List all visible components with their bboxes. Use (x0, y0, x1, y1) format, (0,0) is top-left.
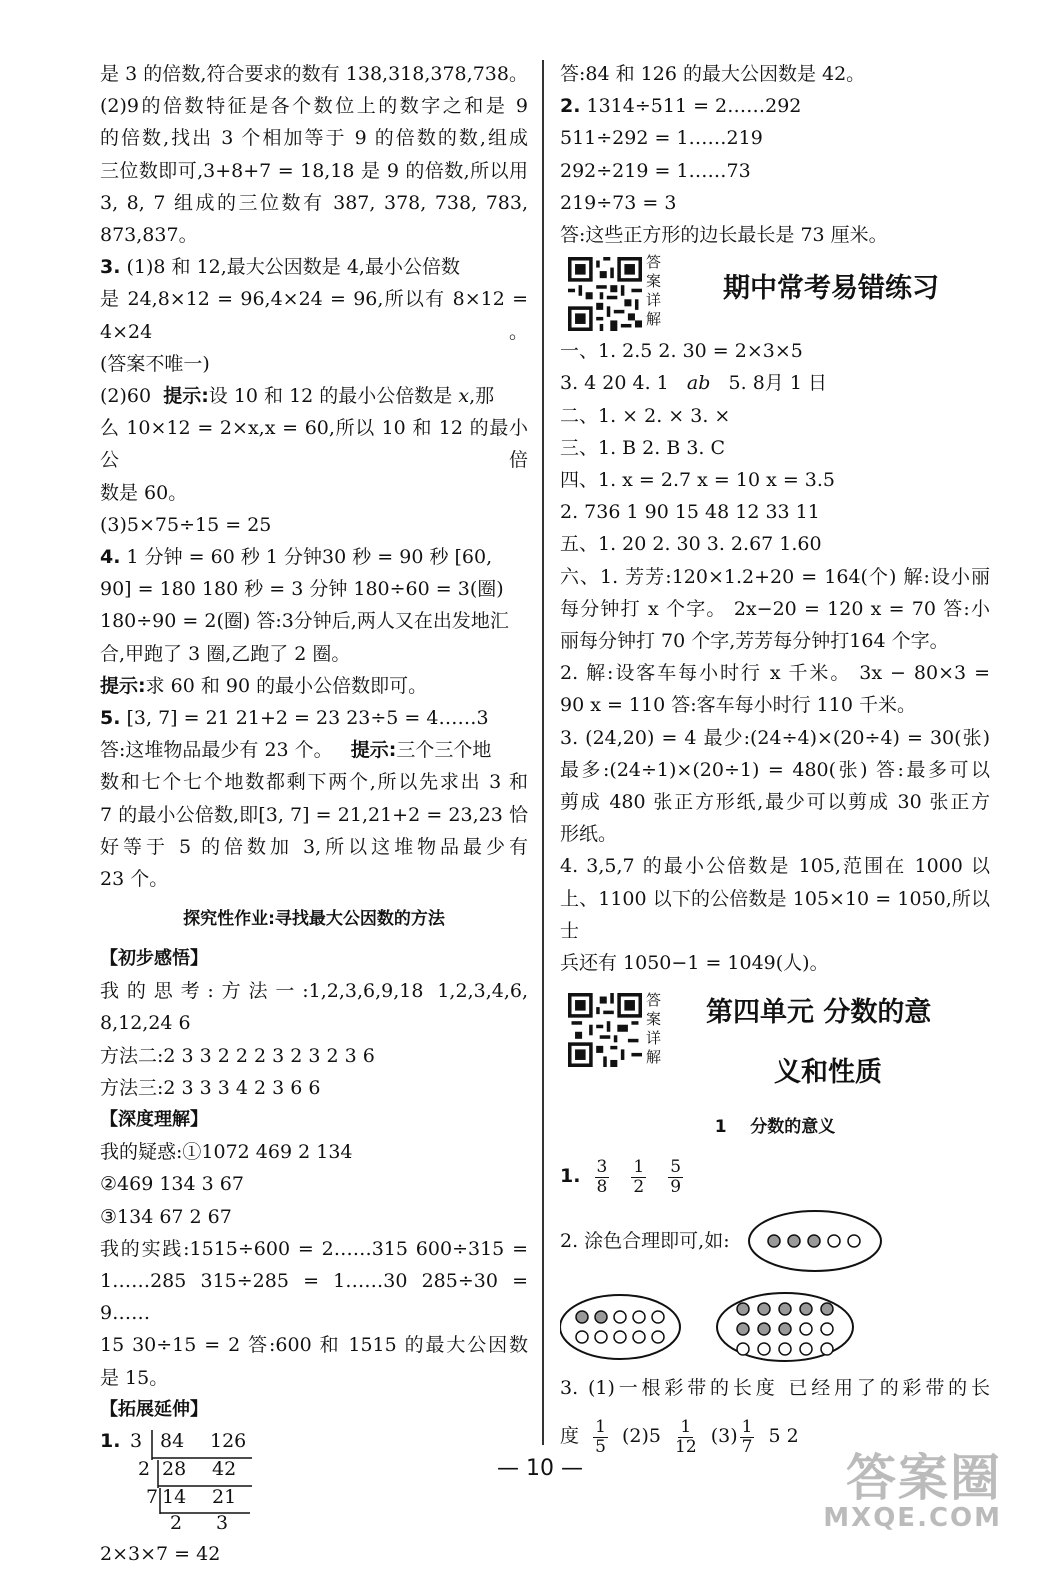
text-line: 每分钟打 x 个字。 2x−20 = 120 x = 70 答:小 (560, 597, 990, 620)
text-line: 我的疑惑:①1072 469 2 134 (100, 1141, 353, 1164)
text-line: 上、1100 以下的公倍数是 105×10 = 1050,所以士 (560, 887, 990, 942)
text: (1)8 和 12,最大公因数是 4,最小公倍数 (126, 256, 460, 279)
question-number: 3. (100, 256, 121, 279)
hint-label: 提示: (163, 385, 209, 408)
right-column (560, 58, 990, 1461)
division-cell: 21 (212, 1485, 237, 1508)
division-cell: 2 (170, 1511, 183, 1534)
text-line: 是 24,8×12 = 96,4×24 = 96,所以有 8×12 = 4×24。 (100, 288, 528, 343)
text-line: (3)5×75÷15 = 25 (100, 513, 272, 536)
text-line: 2×3×7 = 42 (100, 1542, 221, 1565)
text-line: 219÷73 = 3 (560, 191, 677, 214)
text-line: 7 的最小公倍数,即[3, 7] = 21,21+2 = 23,23 恰 (100, 803, 528, 826)
watermark-text: 答案圈 (846, 1449, 1002, 1507)
text-line: 的倍数,找出 3 个相加等于 9 的倍数的数,组成 (100, 127, 528, 150)
qr-code-icon[interactable] (568, 257, 642, 331)
short-division (100, 1426, 528, 1538)
variable: ab (686, 372, 711, 395)
question-number: 4. (100, 546, 121, 569)
text-line: 答:这些正方形的边长最长是 73 厘米。 (560, 224, 888, 247)
text-line: 3, 8, 7 组成的三位数有 387, 378, 738, 783, (100, 191, 528, 214)
text: (2)60 (100, 385, 152, 408)
left-column (100, 58, 528, 1570)
text-line: 剪成 480 张正方形纸,最少可以剪成 30 张正方 (560, 791, 990, 814)
text: 求 60 和 90 的最小公倍数即可。 (145, 674, 428, 697)
text-line: 873,837。 (100, 224, 198, 247)
explore-title: 探究性作业:寻找最大公因数的方法 (183, 909, 445, 930)
division-cell: 84 (160, 1429, 185, 1452)
midterm-title: 期中常考易错练习 (723, 273, 939, 305)
division-lines (100, 1426, 280, 1538)
text-line: 形纸。 (560, 823, 618, 846)
question-3 (100, 251, 528, 283)
division-cell: 3 (130, 1429, 143, 1452)
text-line: 292÷219 = 1……73 (560, 159, 751, 182)
text-line: (答案不唯一) (100, 352, 210, 375)
text-line: 一、1. 2.5 2. 30 = 2×3×5 (560, 340, 803, 363)
text-line: 15 30÷15 = 2 答:600 和 1515 的最大公因数 (100, 1334, 528, 1357)
text-line: 方法三:2 3 3 3 4 2 3 6 6 (100, 1076, 321, 1099)
text-line: 我的思考:方法一:1,2,3,6,9,18 1,2,3,4,6, (100, 980, 528, 1003)
text-line: 么 10×12 = 2×x,x = 60,所以 10 和 12 的最小公倍 (100, 417, 528, 472)
question-number: 1. (100, 1429, 121, 1452)
division-cell: 28 (162, 1457, 187, 1480)
division-cell: 14 (162, 1485, 187, 1508)
text-line: 2. 涂色合理即可,如: (560, 1230, 730, 1253)
division-cell: 2 (138, 1457, 151, 1480)
section-heading: 【拓展延伸】 (100, 1398, 208, 1420)
section-heading: 【初步感悟】 (100, 948, 208, 970)
text-line: 合,甲跑了 3 圈,乙跑了 2 圈。 (100, 642, 351, 665)
fraction: $\frac{3}{8}$ (596, 1156, 608, 1197)
text-line: 是 15。 (100, 1366, 169, 1389)
hint-label: 提示: (350, 739, 397, 762)
text-line: 3. (1)一根彩带的长度 已经用了的彩带的长 (560, 1377, 990, 1400)
hint-label: 提示: (100, 674, 146, 697)
unit-header (560, 979, 990, 1107)
division-cell: 42 (212, 1457, 237, 1480)
text-line: 丽每分钟打 70 个字,芳芳每分钟打164 个字。 (560, 630, 949, 653)
text-line (100, 734, 528, 766)
text-line: 180÷90 = 2(圈) 答:3分钟后,两人又在出发地汇 (100, 610, 509, 633)
text-line: 最多:(24÷1)×(20÷1) = 480(张) 答:最多可以 (560, 758, 990, 781)
text-line: 511÷292 = 1……219 (560, 127, 763, 150)
text-line: 方法二:2 3 3 2 2 2 3 2 3 2 3 6 (100, 1044, 375, 1067)
text-line: ③134 67 2 67 (100, 1205, 232, 1228)
qr-label: 答案详解 (646, 991, 662, 1067)
variable: x (458, 385, 470, 408)
text-line: 我的实践:1515÷600 = 2……315 600÷315 = (100, 1237, 528, 1260)
question-4 (100, 541, 528, 573)
text-line: ②469 134 3 67 (100, 1173, 244, 1196)
text-line: 23 个。 (100, 868, 169, 891)
text-line: 五、1. 20 2. 30 3. 2.67 1.60 (560, 533, 822, 556)
text-line (100, 670, 528, 702)
text-line: 数是 60。 (100, 481, 188, 504)
fraction: $\frac{1}{7}$ (741, 1416, 753, 1457)
text: 1314÷511 = 2……292 (586, 95, 802, 118)
division-cell: 126 (210, 1429, 247, 1452)
qr-label: 答案详解 (646, 253, 662, 329)
text-line: 1……285 315÷285 = 1……30 285÷30 = 9…… (100, 1269, 528, 1325)
text: 答:这堆物品最少有 23 个。 (100, 739, 333, 762)
page-number: — 10 — (497, 1456, 583, 1481)
section-heading: 【深度理解】 (100, 1109, 208, 1131)
text-line: 兵还有 1050−1 = 1049(人)。 (560, 952, 829, 975)
text-line: 三、1. B 2. B 3. C (560, 436, 726, 459)
question-number: 1. (560, 1165, 581, 1188)
fraction: $\frac{5}{9}$ (670, 1156, 682, 1197)
text-line: 六、1. 芳芳:120×1.2+20 = 164(个) 解:设小丽 (560, 565, 990, 588)
text-line: 3. (24,20) = 4 最少:(24÷4)×(20÷4) = 30(张) (560, 726, 990, 749)
question-number: 5. (100, 707, 121, 730)
division-cell: 3 (216, 1511, 229, 1534)
coloring-figure (560, 1205, 990, 1365)
text-line: 数和七个七个地数都剩下两个,所以先求出 3 和 (100, 771, 528, 794)
question-number: 2. (560, 95, 581, 118)
text-line: 四、1. x = 2.7 x = 10 x = 3.5 (560, 469, 835, 492)
text-line: 2. 解:设客车每小时行 x 千米。 3x − 80×3 = (560, 662, 990, 685)
text-line: 4. 3,5,7 的最小公倍数是 105,范围在 1000 以 (560, 855, 990, 878)
question-5 (100, 702, 528, 734)
ellipse-dots-figure (560, 1205, 990, 1365)
text-line: 答:84 和 126 的最大公因数是 42。 (560, 63, 866, 85)
fraction: $\frac{1}{2}$ (633, 1156, 645, 1197)
text-line: 90 x = 110 答:客车每小时行 110 千米。 (560, 694, 916, 717)
text: 三个三个地 (396, 739, 492, 762)
fraction-line (560, 1147, 990, 1205)
lesson-title (560, 1107, 990, 1147)
text-line: 2. 736 1 90 15 48 12 33 11 (560, 501, 820, 524)
fraction: $\frac{1}{12}$ (675, 1416, 697, 1457)
text: ,那 (469, 385, 495, 408)
text-line: 90] = 180 180 秒 = 3 分钟 180÷60 = 3(圈) (100, 578, 504, 601)
midterm-header (560, 251, 990, 335)
text-line (560, 90, 990, 122)
watermark-url: MXQE.COM (823, 1503, 1002, 1533)
text-line: 8,12,24 6 (100, 1012, 191, 1035)
text-line (100, 380, 528, 412)
division-cell: 7 (146, 1485, 159, 1508)
fraction-line: 度 $\frac{1}{5}$ (2)5 $\frac{1}{12}$ (3) $\frac{1}{7}$ 5 2 (560, 1416, 799, 1457)
text-line: 三位数即可,3+8+7 = 18,18 是 9 的倍数,所以用 (100, 159, 528, 182)
text: 1 分钟 = 60 秒 1 分钟30 秒 = 90 秒 [60, (126, 546, 493, 569)
text-line: 3. 4 20 4. 1 ab 5. 8月 1 日 (560, 372, 827, 395)
lesson-number: 1 (714, 1117, 727, 1138)
text-line: 好等于 5 的倍数加 3,所以这堆物品最少有 (100, 835, 528, 858)
text: 设 10 和 12 的最小公倍数是 (208, 385, 453, 408)
text-line: 是 3 的倍数,符合要求的数有 138,318,378,738。 (100, 63, 528, 85)
qr-code-icon[interactable] (568, 993, 642, 1067)
lesson-name: 分数的意义 (750, 1117, 836, 1138)
unit-title-line2: 义和性质 (774, 1057, 882, 1089)
unit-title-line1: 第四单元 分数的意 (706, 997, 932, 1029)
text-line: (2)9的倍数特征是各个数位上的数字之和是 9 (100, 95, 528, 118)
text: [3, 7] = 21 21+2 = 23 23÷5 = 4……3 (126, 707, 489, 730)
text-line: 二、1. × 2. × 3. × (560, 404, 731, 427)
column-divider (542, 60, 544, 1445)
watermark (802, 1449, 1002, 1533)
fraction: $\frac{1}{5}$ (595, 1416, 606, 1457)
